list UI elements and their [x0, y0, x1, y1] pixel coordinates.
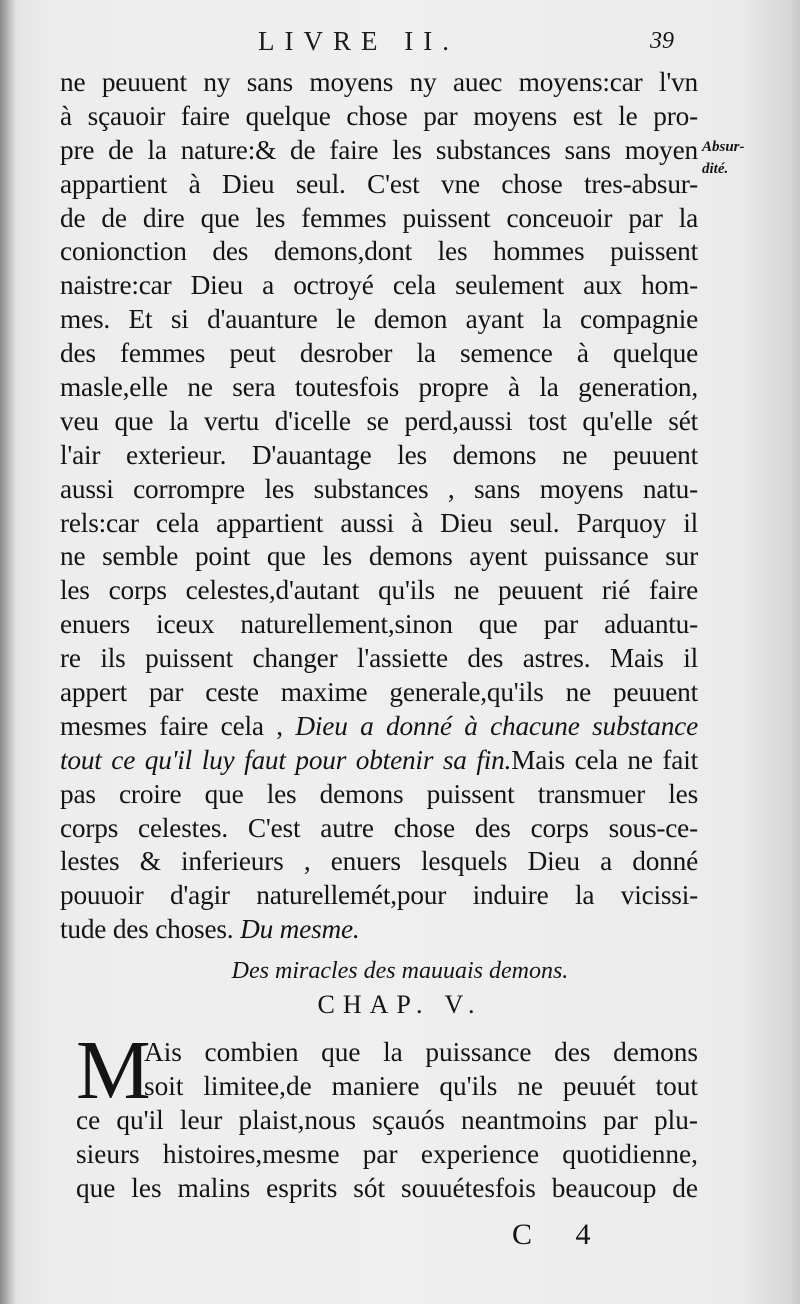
chapter-title: Des miracles des mauuais demons. — [231, 958, 569, 984]
text-line: l'air exterieur. D'auantage les demons ne peuuent — [60, 439, 698, 470]
page-number: 39 — [650, 28, 674, 54]
text-line: rels:car cela appartient aussi à Dieu seul. Parquoy il — [60, 507, 698, 538]
text-line: enuers iceux naturellement,sinon que par aduantu- — [60, 609, 698, 640]
text-line: pouuoir d'agir naturellemét,pour induire la vicissi- — [60, 880, 698, 911]
chapter-number: CHAP. V. — [317, 990, 483, 1019]
text-line: appartient à Dieu seul. C'est vne chose tres-absur- — [60, 168, 698, 199]
page-header — [0, 26, 800, 66]
signature-mark: C 4 — [512, 1218, 609, 1251]
text-line: tout ce qu'il luy faut pour obtenir sa fin.Mais cela ne fait — [60, 744, 698, 775]
text-line: mesmes faire cela , Dieu a donné à chacune substance — [60, 710, 698, 741]
text-line: aussi corrompre les substances , sans moyens natu- — [60, 473, 698, 504]
text-line: tude des choses. Du mesme. — [60, 914, 360, 945]
text-line: ce qu'il leur plaist,nous sçauós neantmoins par plu- — [76, 1105, 698, 1135]
text-line: soit limitee,de maniere qu'ils ne peuuét tout — [144, 1071, 698, 1101]
text-line: pas croire que les demons puissent transmuer les — [60, 778, 698, 809]
text-line: ne semble point que les demons ayent puissance sur — [60, 541, 698, 572]
text-line: naistre:car Dieu a octroyé cela seulement aux hom- — [60, 270, 698, 301]
main-text-block — [60, 66, 698, 947]
text-line: conionction des demons,dont les hommes puissent — [60, 236, 698, 267]
marginal-note-line: Absur- — [702, 139, 745, 155]
marginal-note — [702, 136, 798, 180]
text-line: les corps celestes,d'autant qu'ils ne peuuent rié faire — [60, 575, 698, 606]
text-line: des femmes peut desrober la semence à quelque — [60, 338, 698, 369]
text-line: corps celestes. C'est autre chose des corps sous-ce- — [60, 812, 698, 843]
text-line: re ils puissent changer l'assiette des astres. Mais il — [60, 643, 698, 674]
gutter-shadow — [0, 0, 14, 1304]
text-line: ne peuuent ny sans moyens ny auec moyens:car l'vn — [60, 67, 698, 97]
chapter-text-block — [76, 1024, 698, 1205]
text-line: veu que la vertu d'icelle se perd,aussi tost qu'elle sét — [60, 405, 698, 436]
running-head: LIVRE II. — [258, 26, 459, 56]
text-line: sieurs histoires,mesme par experience quotidienne, — [76, 1139, 698, 1169]
marginal-note-line: dité. — [702, 161, 729, 177]
drop-cap: M — [76, 1024, 151, 1117]
text-line: mes. Et si d'auanture le demon ayant la compagnie — [60, 304, 698, 335]
text-line: pre de la nature:& de faire les substances sans moyen — [60, 134, 698, 165]
text-line: de de dire que les femmes puissent conceuoir par la — [60, 202, 698, 233]
text-line: appert par ceste maxime generale,qu'ils ne peuuent — [60, 677, 698, 708]
text-line: Ais combien que la puissance des demons — [144, 1037, 698, 1067]
text-line: à sçauoir faire quelque chose par moyens est le pro- — [60, 100, 698, 131]
text-line: lestes & inferieurs , enuers lesquels Dieu a donné — [60, 846, 698, 877]
text-line: masle,elle ne sera toutesfois propre à la generation, — [60, 372, 698, 403]
text-line: que les malins esprits sót souuétesfois beaucoup de — [76, 1173, 698, 1203]
